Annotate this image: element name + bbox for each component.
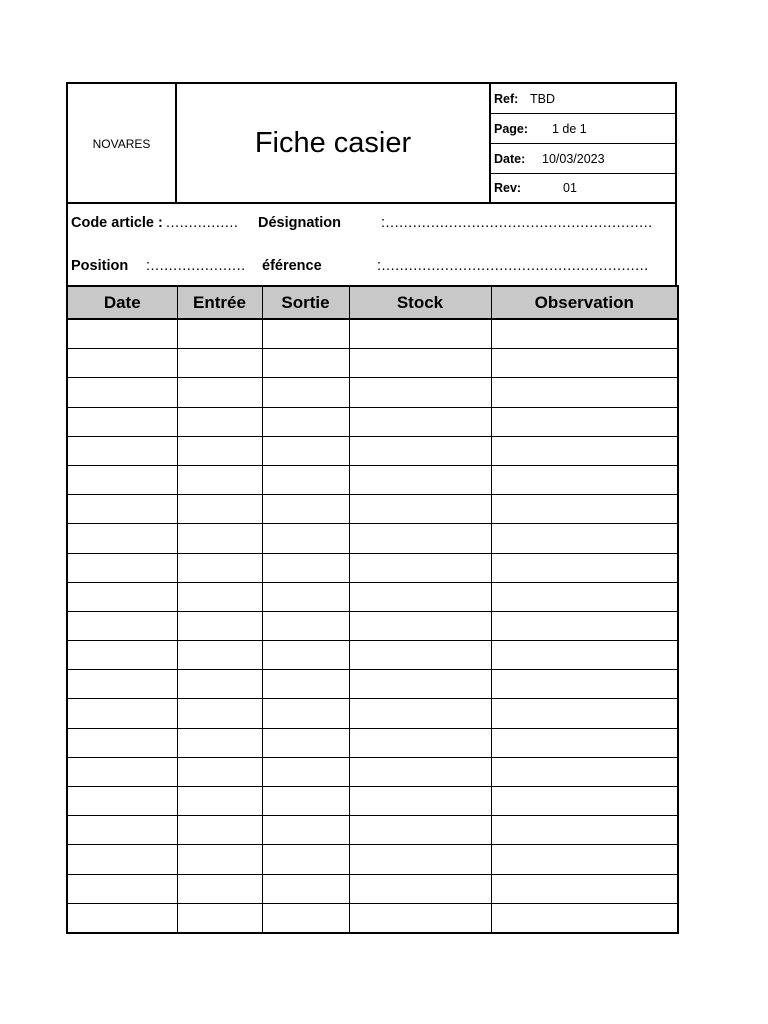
table-cell-date[interactable] [67, 903, 177, 933]
meta-date-value: 10/03/2023 [542, 151, 605, 166]
table-row [67, 436, 678, 465]
table-cell-stock[interactable] [349, 378, 491, 407]
table-cell-observation[interactable] [491, 699, 678, 728]
table-cell-date[interactable] [67, 699, 177, 728]
table-cell-observation[interactable] [491, 611, 678, 640]
table-cell-date[interactable] [67, 670, 177, 699]
table-cell-date[interactable] [67, 582, 177, 611]
table-cell-stock[interactable] [349, 407, 491, 436]
table-cell-entree[interactable] [177, 611, 262, 640]
table-cell-stock[interactable] [349, 903, 491, 933]
table-header-row [67, 286, 678, 319]
table-cell-entree[interactable] [177, 816, 262, 845]
meta-ref [491, 84, 675, 114]
table-cell-stock[interactable] [349, 641, 491, 670]
table-cell-date[interactable] [67, 495, 177, 524]
table-cell-stock[interactable] [349, 728, 491, 757]
table-row [67, 670, 678, 699]
table-row [67, 407, 678, 436]
meta-page-value: 1 de 1 [552, 121, 587, 136]
table-cell-date[interactable] [67, 816, 177, 845]
table-cell-observation[interactable] [491, 495, 678, 524]
position-label: Position [71, 258, 129, 274]
table-cell-observation[interactable] [491, 816, 678, 845]
table-cell-sortie[interactable] [262, 436, 349, 465]
table-cell-entree[interactable] [177, 319, 262, 349]
meta-rev-label: Rev: [494, 181, 522, 195]
table-cell-entree[interactable] [177, 524, 262, 553]
table-cell-date[interactable] [67, 378, 177, 407]
table-row [67, 349, 678, 378]
field-row-position-reference [68, 258, 675, 280]
meta-rev [491, 173, 675, 203]
table-cell-date[interactable] [67, 611, 177, 640]
table-cell-date[interactable] [67, 407, 177, 436]
table-row [67, 319, 678, 349]
table-cell-date[interactable] [67, 845, 177, 874]
table-cell-stock[interactable] [349, 699, 491, 728]
table-row [67, 757, 678, 786]
column-header-entree: Entrée [177, 286, 262, 319]
table-cell-sortie[interactable] [262, 728, 349, 757]
table-cell-entree[interactable] [177, 874, 262, 903]
table-cell-entree[interactable] [177, 757, 262, 786]
table-row [67, 816, 678, 845]
table-cell-date[interactable] [67, 757, 177, 786]
table-row [67, 874, 678, 903]
table-cell-sortie[interactable] [262, 670, 349, 699]
field-row-code-designation [68, 215, 675, 237]
column-header-sortie: Sortie [262, 286, 349, 319]
designation-input[interactable]: :........................................................... [381, 215, 653, 231]
table-cell-entree[interactable] [177, 699, 262, 728]
table-cell-entree[interactable] [177, 436, 262, 465]
table-row [67, 787, 678, 816]
table-cell-observation[interactable] [491, 378, 678, 407]
table-cell-sortie[interactable] [262, 349, 349, 378]
table-cell-stock[interactable] [349, 319, 491, 349]
table-cell-date[interactable] [67, 349, 177, 378]
table-row [67, 524, 678, 553]
table-body [67, 319, 678, 933]
meta-date-label: Date: [494, 151, 526, 166]
table-cell-stock[interactable] [349, 553, 491, 582]
table-cell-sortie[interactable] [262, 524, 349, 553]
reference-label: éférence [262, 258, 322, 274]
table-row [67, 495, 678, 524]
stock-log-table [66, 285, 679, 934]
table-cell-observation[interactable] [491, 553, 678, 582]
table-cell-sortie[interactable] [262, 495, 349, 524]
table-cell-stock[interactable] [349, 816, 491, 845]
table-cell-stock[interactable] [349, 524, 491, 553]
table-cell-observation[interactable] [491, 757, 678, 786]
table-cell-sortie[interactable] [262, 582, 349, 611]
table-cell-date[interactable] [67, 874, 177, 903]
table-cell-sortie[interactable] [262, 816, 349, 845]
table-cell-entree[interactable] [177, 728, 262, 757]
table-cell-observation[interactable] [491, 903, 678, 933]
table-cell-observation[interactable] [491, 407, 678, 436]
table-row [67, 582, 678, 611]
table-cell-date[interactable] [67, 553, 177, 582]
table-cell-observation[interactable] [491, 319, 678, 349]
table-cell-observation[interactable] [491, 874, 678, 903]
table-cell-entree[interactable] [177, 407, 262, 436]
table-cell-entree[interactable] [177, 787, 262, 816]
table-cell-sortie[interactable] [262, 757, 349, 786]
table-row [67, 641, 678, 670]
article-fields [66, 202, 677, 286]
table-cell-stock[interactable] [349, 611, 491, 640]
table-cell-observation[interactable] [491, 436, 678, 465]
table-cell-entree[interactable] [177, 495, 262, 524]
meta-page [491, 114, 675, 144]
table-cell-sortie[interactable] [262, 699, 349, 728]
table-cell-date[interactable] [67, 465, 177, 494]
table-cell-stock[interactable] [349, 436, 491, 465]
table-row [67, 845, 678, 874]
table-row [67, 699, 678, 728]
document-meta [491, 84, 675, 203]
table-cell-stock[interactable] [349, 670, 491, 699]
table-cell-observation[interactable] [491, 845, 678, 874]
table-cell-date[interactable] [67, 728, 177, 757]
table-row [67, 611, 678, 640]
table-cell-entree[interactable] [177, 465, 262, 494]
table-row [67, 903, 678, 933]
table-cell-stock[interactable] [349, 495, 491, 524]
column-header-date: Date [67, 286, 177, 319]
table-cell-sortie[interactable] [262, 465, 349, 494]
table-cell-stock[interactable] [349, 845, 491, 874]
table-cell-observation[interactable] [491, 465, 678, 494]
table-cell-entree[interactable] [177, 845, 262, 874]
table-cell-entree[interactable] [177, 378, 262, 407]
meta-page-label: Page: [494, 121, 529, 136]
table-cell-stock[interactable] [349, 465, 491, 494]
table-cell-sortie[interactable] [262, 787, 349, 816]
table-cell-observation[interactable] [491, 670, 678, 699]
table-row [67, 728, 678, 757]
table-cell-entree[interactable] [177, 553, 262, 582]
table-cell-observation[interactable] [491, 728, 678, 757]
table-cell-sortie[interactable] [262, 611, 349, 640]
table-cell-sortie[interactable] [262, 407, 349, 436]
table-cell-stock[interactable] [349, 757, 491, 786]
code-article-label: Code article : [71, 215, 163, 231]
table-cell-entree[interactable] [177, 670, 262, 699]
table-cell-date[interactable] [67, 787, 177, 816]
designation-label: Désignation [258, 215, 341, 231]
page-title: Fiche casier [177, 84, 491, 203]
table-cell-sortie[interactable] [262, 641, 349, 670]
table-cell-sortie[interactable] [262, 378, 349, 407]
table-cell-entree[interactable] [177, 903, 262, 933]
table-cell-entree[interactable] [177, 349, 262, 378]
table-cell-entree[interactable] [177, 641, 262, 670]
table-cell-sortie[interactable] [262, 553, 349, 582]
table-row [67, 378, 678, 407]
table-cell-sortie[interactable] [262, 874, 349, 903]
table-cell-date[interactable] [67, 524, 177, 553]
table-cell-stock[interactable] [349, 874, 491, 903]
table-cell-observation[interactable] [491, 582, 678, 611]
company-name: NOVARES [68, 84, 177, 203]
table-cell-sortie[interactable] [262, 319, 349, 349]
position-input[interactable]: :..................... [146, 258, 246, 274]
table-cell-observation[interactable] [491, 787, 678, 816]
meta-ref-label: Ref: [494, 91, 519, 106]
table-cell-stock[interactable] [349, 787, 491, 816]
table-cell-stock[interactable] [349, 349, 491, 378]
table-cell-sortie[interactable] [262, 903, 349, 933]
table-cell-sortie[interactable] [262, 845, 349, 874]
column-header-stock: Stock [349, 286, 491, 319]
table-cell-stock[interactable] [349, 582, 491, 611]
column-header-observation: Observation [491, 286, 678, 319]
code-article-input[interactable]: ................ [166, 215, 239, 231]
table-cell-date[interactable] [67, 319, 177, 349]
table-cell-observation[interactable] [491, 349, 678, 378]
meta-rev-value: 01 [563, 181, 577, 195]
table-cell-date[interactable] [67, 436, 177, 465]
document-header [66, 82, 677, 203]
meta-date [491, 144, 675, 174]
table-cell-observation[interactable] [491, 524, 678, 553]
reference-input[interactable]: :........................................................... [377, 258, 649, 274]
table-cell-entree[interactable] [177, 582, 262, 611]
table-row [67, 465, 678, 494]
table-row [67, 553, 678, 582]
table-cell-date[interactable] [67, 641, 177, 670]
meta-ref-value: TBD [530, 91, 555, 106]
table-cell-observation[interactable] [491, 641, 678, 670]
